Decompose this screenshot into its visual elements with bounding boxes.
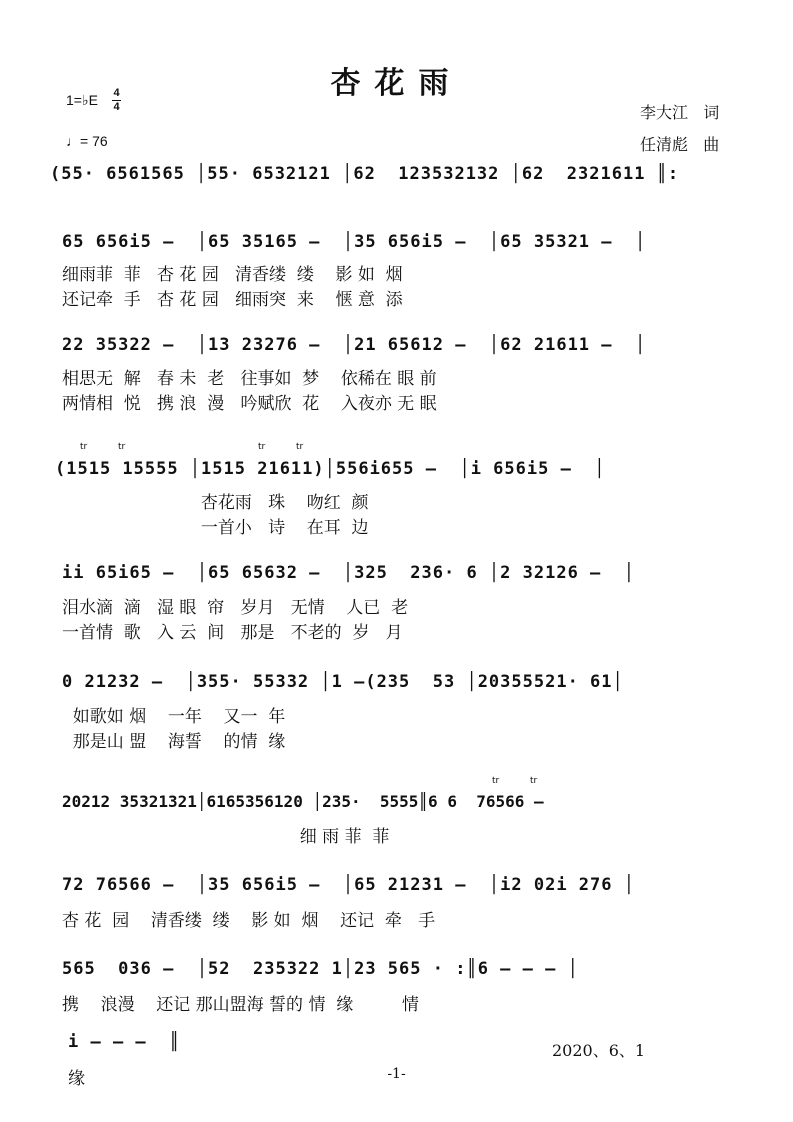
score-row-9-lyrics-verse1: 缘 [68, 1069, 85, 1089]
trill-ornament: tr [492, 776, 500, 786]
trill-ornament: tr [530, 776, 538, 786]
score-row-7-lyrics-verse1: 杏 花 园 清香缕 缕 影 如 烟 还记 牵 手 [62, 911, 436, 931]
score-row-8-lyrics-verse1: 携 浪漫 还记 那山盟海 誓的 情 缘 情 [62, 995, 419, 1015]
composer-credit: 任清彪 曲 [640, 135, 720, 154]
score-row-2-notes: 22 35322 – │13 23276 – │21 65612 – │62 21611 – │ [62, 335, 647, 355]
score-row-5-lyrics-verse2: 那是山 盟 海誓 的情 缘 [62, 732, 286, 752]
score-row-5-notes: 0 21232 – │355· 55332 │1 –(235 53 │20355521· 61│ [62, 672, 624, 692]
score-row-3-lyrics-verse2: 一首小 诗 在耳 边 [55, 518, 369, 538]
trill-ornament: tr [80, 442, 88, 452]
score-row-2-lyrics-verse1: 相思无 解 春 未 老 往事如 梦 依稀在 眼 前 [62, 369, 437, 389]
score-row-intro: (55· 6561565 │55· 6532121 │62 123532132 │62 2321611 ║: [50, 164, 680, 184]
score-row-7-notes: 72 76566 – │35 656i5 – │65 21231 – │i2 02i 276 │ [62, 875, 635, 895]
score-row-4-lyrics-verse2: 一首情 歌 入 云 间 那是 不老的 岁 月 [62, 623, 403, 643]
time-signature-top: 4 [113, 87, 120, 99]
score-row-1-notes: 65 656i5 – │65 35165 – │35 656i5 – │65 35321 – │ [62, 232, 647, 252]
page-number: -1- [387, 1066, 406, 1082]
score-row-4-lyrics-verse1: 泪水滴 滴 湿 眼 帘 岁月 无情 人已 老 [62, 598, 409, 618]
time-signature [112, 88, 121, 113]
trill-ornament: tr [258, 442, 266, 452]
score-row-3-lyrics-verse1: 杏花雨 珠 吻红 颜 [55, 493, 369, 513]
key-signature: 1=♭E [66, 92, 98, 108]
score-row-6-lyrics-verse1: 细 雨 菲 菲 [62, 827, 390, 847]
score-row-1-lyrics-verse2: 还记牵 手 杏 花 园 细雨突 来 惬 意 添 [62, 290, 403, 310]
tempo-marking: ♩= 76 [66, 133, 108, 149]
score-row-9-notes: i – – – ║ [68, 1032, 181, 1052]
score-row-1-lyrics-verse1: 细雨菲 菲 杏 花 园 清香缕 缕 影 如 烟 [62, 265, 403, 285]
score-row-6-notes: 20212 35321321│6165356120 │235· 5555║6 6 76566 – [62, 792, 544, 811]
song-title: 杏花雨 [330, 66, 463, 101]
score-row-8-notes: 565 036 – │52 235322 1│23 565 · :║6 – – – │ [62, 959, 579, 979]
score-row-2-lyrics-verse2: 两情相 悦 携 浪 漫 吟赋欣 花 入夜亦 无 眠 [62, 394, 437, 414]
lyricist-credit: 李大江 词 [640, 103, 720, 122]
score-row-3-notes: (1515 15555 │1515 21611)│556i655 – │i 656i5 – │ [55, 459, 606, 479]
time-signature-bottom: 4 [113, 101, 120, 113]
trill-ornament: tr [118, 442, 126, 452]
date-stamp: 2020、6、1 [552, 1041, 646, 1060]
score-row-4-notes: ii 65i65 – │65 65632 – │325 236· 6 │2 32126 – │ [62, 563, 635, 583]
score-row-5-lyrics-verse1: 如歌如 烟 一年 又一 年 [62, 707, 286, 727]
trill-ornament: tr [296, 442, 304, 452]
